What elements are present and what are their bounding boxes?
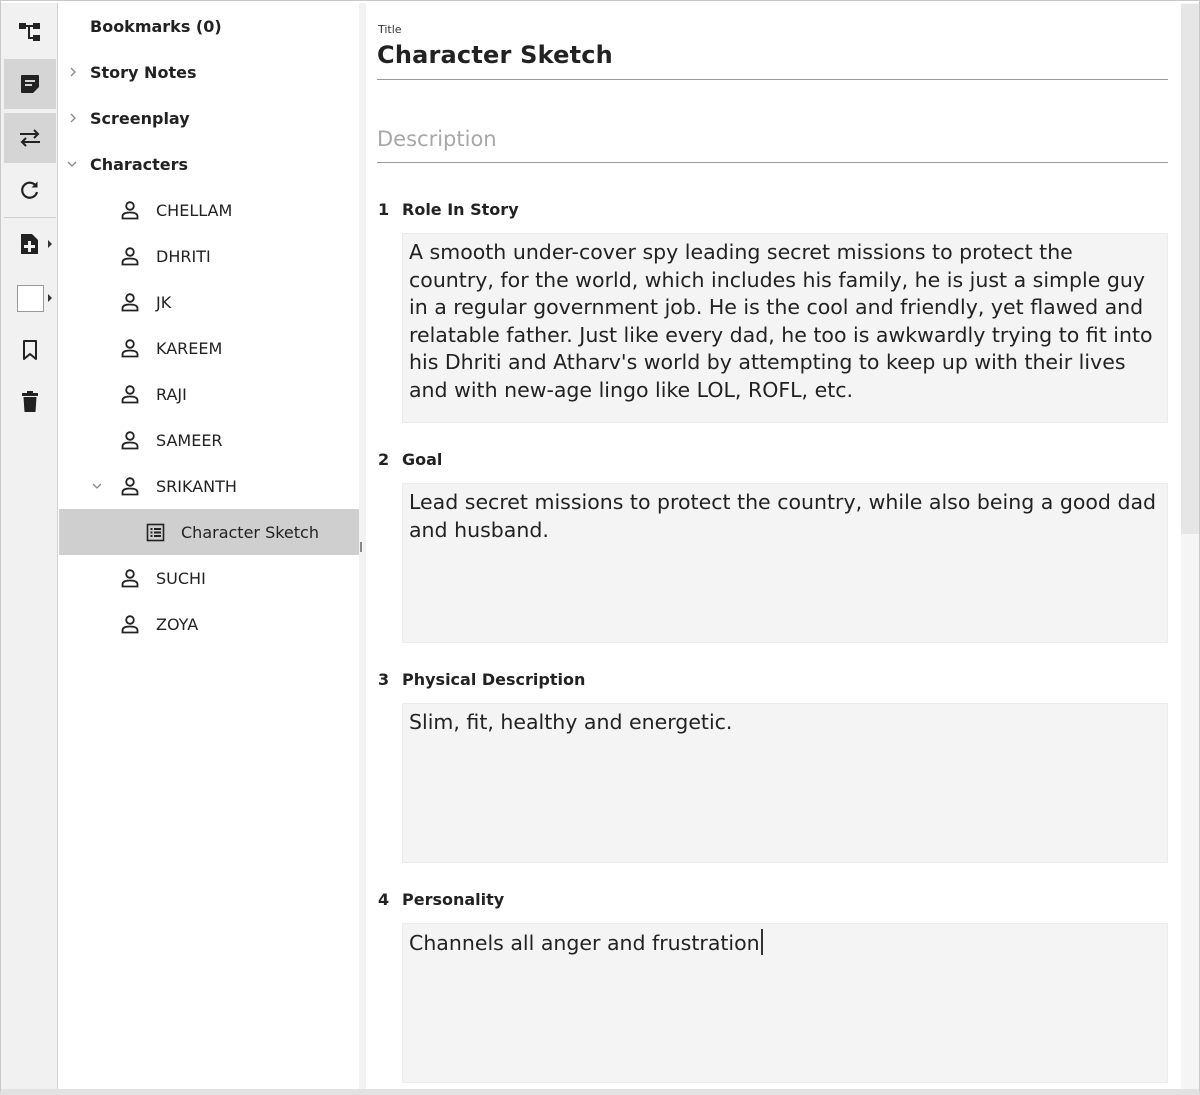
person-icon (119, 429, 141, 451)
character-label: SUCHI (156, 568, 206, 588)
bookmarks-label: Bookmarks (0) (90, 16, 222, 36)
description-field[interactable]: Description (377, 127, 497, 151)
person-icon (119, 199, 141, 221)
character-item-chellam[interactable] (59, 187, 359, 233)
description-underline (377, 162, 1168, 163)
splitter-grip-icon[interactable] (360, 542, 362, 552)
role-in-story-textarea[interactable] (402, 233, 1168, 423)
character-label: ZOYA (156, 614, 199, 634)
character-item-sameer[interactable] (59, 417, 359, 463)
field-value: Channels all anger and frustration (409, 931, 760, 955)
field-label-personality: Personality (402, 890, 505, 909)
bookmark-icon (20, 339, 40, 361)
trash-button[interactable] (4, 377, 56, 427)
title-caption: Title (378, 23, 402, 36)
field-label-role-in-story: Role In Story (402, 200, 519, 219)
goal-textarea[interactable] (402, 483, 1168, 643)
field-number: 2 (378, 450, 390, 469)
new-document-icon (19, 232, 41, 256)
character-item-suchi[interactable] (59, 555, 359, 601)
color-picker-button[interactable] (4, 273, 56, 323)
person-icon (119, 337, 141, 359)
sidebar-tree (59, 3, 359, 1090)
tree-item-label: Character Sketch (181, 522, 319, 542)
character-label: DHRITI (156, 246, 211, 266)
physical-description-textarea[interactable] (402, 703, 1168, 863)
character-item-raji[interactable] (59, 371, 359, 417)
person-icon (119, 567, 141, 589)
person-icon (119, 613, 141, 635)
notes-icon (19, 73, 41, 95)
character-item-kareem[interactable] (59, 325, 359, 371)
toolbar-separator (4, 217, 56, 218)
field-value: Lead secret missions to protect the country, while also being a good dad and husband. (409, 490, 1157, 542)
character-item-jk[interactable] (59, 279, 359, 325)
character-label: KAREEM (156, 338, 223, 358)
tree-group-characters[interactable] (59, 141, 359, 187)
character-item-dhriti[interactable] (59, 233, 359, 279)
bookmark-button[interactable] (4, 325, 56, 375)
person-icon (119, 383, 141, 405)
dropdown-caret-icon (48, 240, 52, 248)
document-list-icon (144, 521, 166, 543)
chevron-down-icon[interactable] (66, 158, 78, 170)
dropdown-caret-icon (48, 294, 52, 302)
field-label-goal: Goal (402, 450, 443, 469)
field-number: 4 (378, 890, 390, 909)
person-icon (119, 245, 141, 267)
field-number: 1 (378, 200, 390, 219)
character-label: CHELLAM (156, 200, 233, 220)
swap-icon (18, 126, 42, 150)
title-underline (377, 79, 1168, 80)
character-item-srikanth[interactable] (59, 463, 359, 509)
structure-button[interactable] (4, 7, 56, 57)
notes-button[interactable] (4, 59, 56, 109)
title-field[interactable]: Character Sketch (377, 41, 613, 69)
tree-group-story-notes[interactable] (59, 49, 359, 95)
field-value: Slim, fit, healthy and energetic. (409, 710, 733, 734)
field-label-physical-description: Physical Description (402, 670, 586, 689)
new-document-button[interactable] (4, 219, 56, 269)
character-label: SRIKANTH (156, 476, 237, 496)
text-cursor (761, 929, 763, 955)
field-value: A smooth under-cover spy leading secret missions to protect the country, for the world, which includes his family, he is just a simple guy in a regular government job. He is the cool and friendly, yet flawed and relatable father. Just like every dad, he too is awkwardly trying to fit into his Dhriti and Atharv's world by attempting to keep up with their lives and with new-age lingo like LOL, ROFL, etc. (409, 240, 1153, 402)
refresh-button[interactable] (4, 165, 56, 215)
tree-group-screenplay[interactable] (59, 95, 359, 141)
character-label: JK (156, 292, 172, 312)
character-item-zoya[interactable] (59, 601, 359, 647)
bookmarks-row[interactable] (59, 3, 359, 49)
swap-button[interactable] (4, 113, 56, 163)
character-label: SAMEER (156, 430, 223, 450)
left-toolbar (1, 3, 58, 1090)
chevron-down-icon[interactable] (91, 480, 103, 492)
chevron-right-icon[interactable] (67, 112, 79, 124)
tree-item-character-sketch[interactable] (59, 509, 359, 555)
trash-icon (20, 390, 40, 414)
tree-group-label: Story Notes (90, 62, 197, 82)
tree-group-label: Screenplay (90, 108, 190, 128)
personality-textarea[interactable] (402, 923, 1168, 1083)
structure-icon (18, 20, 42, 44)
color-swatch (17, 285, 44, 312)
field-number: 3 (378, 670, 390, 689)
character-label: RAJI (156, 384, 187, 404)
person-icon (119, 291, 141, 313)
editor-panel (366, 3, 1181, 1090)
refresh-icon (19, 179, 41, 201)
chevron-right-icon[interactable] (67, 66, 79, 78)
tree-group-label: Characters (90, 154, 189, 174)
scrollbar-thumb[interactable] (1181, 4, 1199, 534)
person-icon (119, 475, 141, 497)
